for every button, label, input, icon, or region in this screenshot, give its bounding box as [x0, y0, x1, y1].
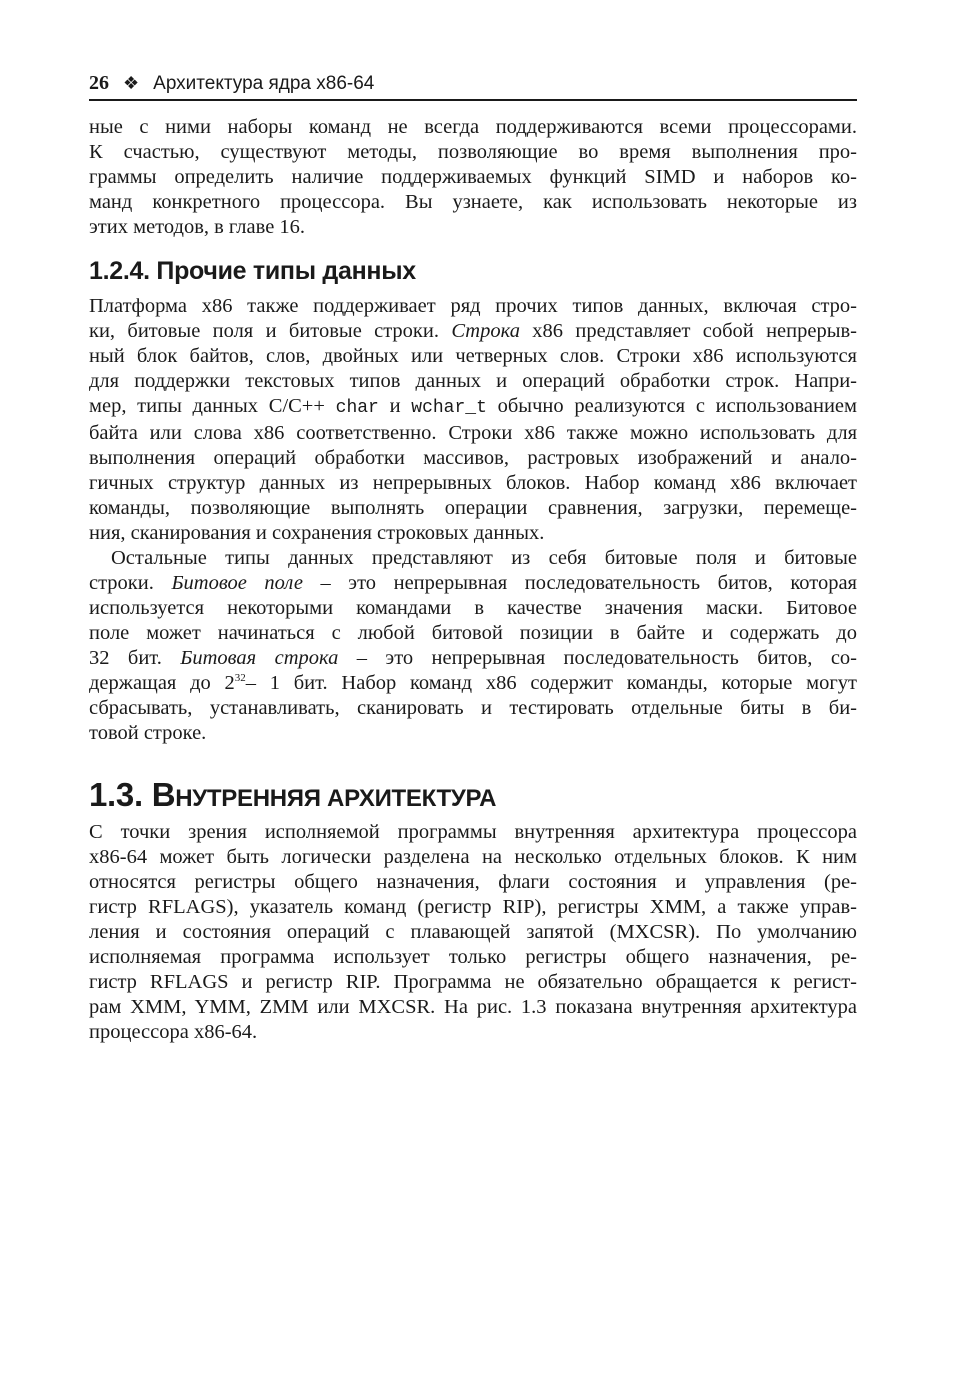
code-char: char: [335, 398, 379, 418]
text-line: исполняемая программа использует только регистры общего назначения, ре-: [89, 946, 857, 968]
text-line: ный блок байтов, слов, двойных или четверных слов. Строки x86 используются: [89, 345, 857, 367]
ornament-icon: ❖: [123, 73, 140, 93]
running-title: Архитектура ядра x86-64: [153, 73, 375, 94]
text-line: поле может начинаться с любой битовой позиции в байте и содержать до: [89, 622, 857, 644]
term-bitstring: Битовая строка: [180, 647, 339, 669]
text-line: мер, типы данных C/C++ char и wchar_t обычно реализуются с использованием: [89, 395, 857, 418]
text-line: ления и состояния операций с плавающей запятой (MXCSR). По умолчанию: [89, 921, 857, 943]
text-line: ния, сканирования и сохранения строковых данных.: [89, 522, 545, 544]
text-line: 32 бит. Битовая строка – это непрерывная последовательность битов, со-: [89, 647, 857, 669]
text-line: байта или слова x86 соответственно. Строки x86 также можно использовать для: [89, 422, 857, 444]
text-line: для поддержки текстовых типов данных и операций обработки строк. Напри-: [89, 370, 857, 392]
text-line: С точки зрения исполняемой программы внутренняя архитектура процессора: [89, 821, 857, 843]
text-line: Остальные типы данных представляют из себя битовые поля и битовые: [111, 547, 857, 569]
text-line: гистр RFLAGS и регистр RIP. Программа не обязательно обращается к регист-: [89, 971, 857, 993]
code-wchar: wchar_t: [411, 398, 487, 418]
text-line: сбрасывать, устанавливать, сканировать и тестировать отдельные биты в би-: [89, 697, 857, 719]
text-line: гистр RFLAGS), указатель команд (регистр RIP), регистры XMM, а также управ-: [89, 896, 857, 918]
book-page: [89, 72, 857, 1045]
text-line: держащая до $2^{32}-$ 1 бит. Набор команд x86 содержит команды, которые могут: [89, 672, 857, 694]
text-line: ки, битовые поля и битовые строки. Строка x86 представляет собой непрерыв-: [89, 320, 858, 342]
paragraph-strings: [89, 294, 857, 546]
text-line: граммы определить наличие поддерживаемых функций SIMD и наборов ко-: [89, 166, 857, 188]
text-line: этих методов, в главе 16.: [89, 216, 306, 238]
text-line: выполнения операций обработки массивов, растровых изображений и анало-: [89, 447, 857, 469]
term-bitfield: Битовое поле: [171, 572, 303, 594]
text-line: ные с ними наборы команд не всегда поддерживаются всеми процессорами.: [89, 116, 857, 138]
text-line: x86-64 может быть логически разделена на несколько отдельных блоков. К ним: [89, 846, 857, 868]
section-heading-1-3: 1.3. ВНУТРЕННЯЯ АРХИТЕКТУРА: [89, 776, 497, 813]
paragraph-architecture: [89, 820, 857, 1045]
text-line: относятся регистры общего назначения, флаги состояния и управления (ре-: [89, 871, 857, 893]
exponent: 32: [234, 672, 246, 684]
text-line: строки. Битовое поле – это непрерывная последовательность битов, которая: [89, 572, 857, 594]
text-line: товой строке.: [89, 722, 207, 744]
page-number: 26: [89, 72, 109, 94]
running-header: [89, 72, 857, 101]
text-line: рам XMM, YMM, ZMM или MXCSR. На рис. 1.3 показана внутренняя архитектура: [89, 996, 857, 1018]
paragraph-bitfields: [89, 546, 857, 746]
text-line: гичных структур данных из непрерывных блоков. Набор команд x86 включает: [89, 472, 857, 494]
text-line: процессора x86-64.: [89, 1021, 258, 1043]
term-string: Строка: [451, 320, 520, 342]
text-line: манд конкретного процессора. Вы узнаете, как использовать некоторые из: [89, 191, 857, 213]
text-line: команды, позволяющие выполнять операции сравнения, загрузки, перемеще-: [89, 497, 857, 519]
section-heading-1-2-4: 1.2.4. Прочие типы данных: [89, 257, 416, 285]
text-line: Платформа x86 также поддерживает ряд прочих типов данных, включая стро-: [89, 295, 857, 317]
intro-paragraph: [89, 115, 857, 240]
text-line: используется некоторыми командами в качестве значения маски. Битовое: [89, 597, 857, 619]
text-line: К счастью, существуют методы, позволяющие во время выполнения про-: [89, 141, 857, 163]
